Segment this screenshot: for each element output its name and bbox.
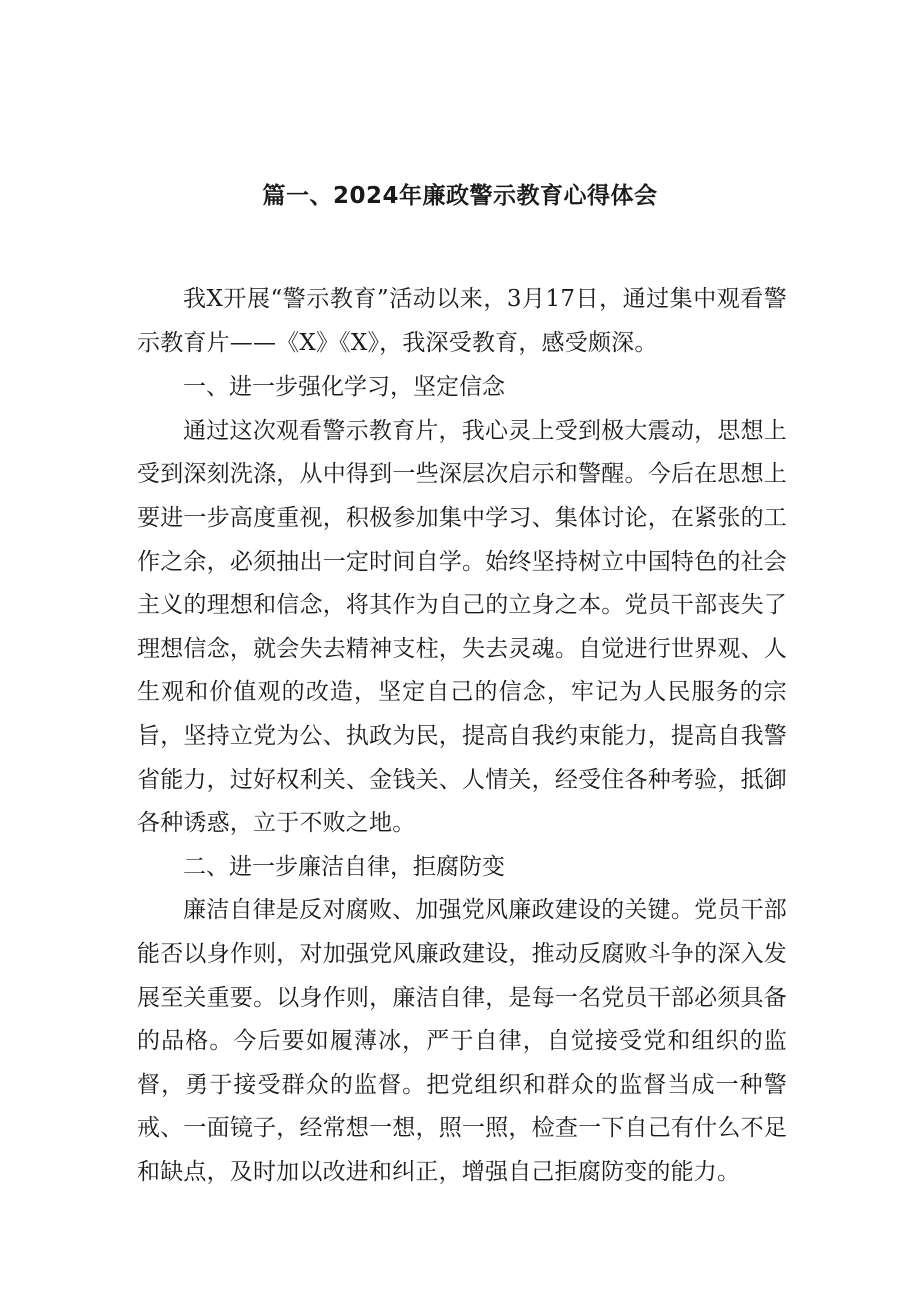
document-body	[137, 278, 787, 1194]
section-1-heading: 一、进一步强化学习，坚定信念	[183, 374, 505, 401]
section-2-heading: 二、进一步廉洁自律，拒腐防变	[183, 853, 505, 880]
section-1-paragraph: 通过这次观看警示教育片，我心灵上受到极大震动，思想上受到深刻洗涤，从中得到一些深层次启示和警醒。今后在思想上要进一步高度重视，积极参加集中学习、集体讨论，在紧张的工作之余，必须抽出一定时间自学。始终坚持树立中国特色的社会主义的理想和信念，将其作为自己的立身之本。党员干部丧失了理想信念，就会失去精神支柱，失去灵魂。自觉进行世界观、人生观和价值观的改造，坚定自己的信念，牢记为人民服务的宗旨，坚持立党为公、执政为民，提高自我约束能力，提高自我警省能力，过好权利关、金钱关、人情关，经受住各种考验，抵御各种诱惑，立于不败之地。	[137, 417, 787, 837]
document-title: 篇一、2024年廉政警示教育心得体会	[262, 183, 658, 209]
section-2-paragraph: 廉洁自律是反对腐败、加强党风廉政建设的关键。党员干部能否以身作则，对加强党风廉政建设，推动反腐败斗争的深入发展至关重要。以身作则，廉洁自律，是每一名党员干部必须具备的品格。今后要如履薄冰，严于自律，自觉接受党和组织的监督，勇于接受群众的监督。把党组织和群众的监督当成一种警戒、一面镜子，经常想一想，照一照，检查一下自己有什么不足和缺点，及时加以改进和纠正，增强自己拒腐防变的能力。	[137, 897, 787, 1185]
intro-paragraph: 我X开展“警示教育”活动以来，3月17日，通过集中观看警示教育片——《X》《X》，我深受教育，感受颇深。	[137, 286, 787, 356]
